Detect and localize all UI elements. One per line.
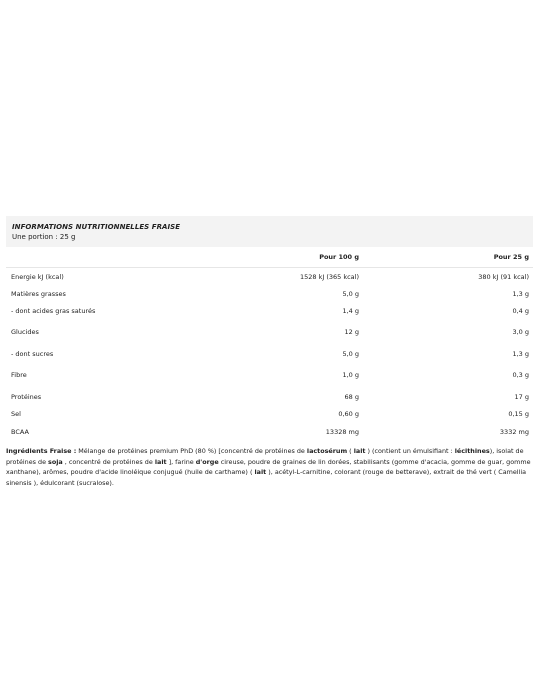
table-row [6, 362, 533, 389]
value-per-25g: 3332 mg [499, 428, 529, 436]
column-header-per-100g: Pour 100 g [206, 247, 362, 268]
table-row [6, 346, 533, 362]
table-row [6, 423, 533, 442]
ingredient-emphasis: Ingrédients Fraise : [6, 447, 77, 455]
value-per-100g: 1,0 g [342, 371, 359, 379]
ingredient-emphasis: lécithines [454, 447, 490, 455]
value-per-100g: 68 g [344, 393, 359, 401]
value-per-100g: 0,60 g [338, 410, 359, 418]
value-per-100g: 5,0 g [342, 290, 359, 298]
value-per-25g: 0,4 g [512, 306, 529, 315]
nutrient-label: Matières grasses [11, 290, 66, 298]
ingredient-segment: ), acétyl-L-carnitine, colorant (rouge de betterave), extrait de thé vert ( Camellia sinensis ), édulcorant (sucralose). [6, 468, 527, 487]
ingredient-segment: ), isolat de protéines de [6, 447, 524, 466]
nutrition-panel [6, 216, 533, 442]
column-header-per-25g: Pour 25 g [362, 247, 533, 268]
ingredient-emphasis: lactosérum [306, 447, 348, 455]
nutrient-label: Glucides [11, 328, 39, 336]
nutrient-label: Energie kJ (kcal) [11, 272, 64, 281]
table-row [6, 286, 533, 303]
nutrient-label: Protéines [11, 393, 42, 401]
ingredient-emphasis: lait [353, 447, 366, 455]
nutrient-label: Sel [11, 410, 21, 418]
ingredient-segment: Mélange de protéines premium PhD (80 %) [concentré de protéines de [76, 447, 307, 455]
value-per-25g: 0,15 g [508, 410, 529, 418]
value-per-100g: 13328 mg [325, 428, 359, 436]
value-per-25g: 380 kJ (91 kcal) [478, 272, 529, 281]
value-per-100g: 5,0 g [342, 349, 359, 358]
ingredient-segment: cireuse, poudre de graines de lin dorées, stabilisants (gomme d'acacia, gomme de guar, gomme xanthane), arômes, poudre d'acide linoléique conjugué (huile de carthame) ( [6, 457, 531, 476]
nutrient-label: - dont acides gras saturés [11, 306, 96, 315]
value-per-25g: 1,3 g [512, 290, 529, 298]
ingredient-segment: ( [347, 447, 354, 455]
column-header-label [6, 247, 206, 268]
table-header-row [6, 247, 533, 268]
nutrient-label: BCAA [11, 428, 29, 436]
ingredient-segment: ) (contient un émulsifiant : [365, 447, 455, 455]
ingredient-emphasis: soja [48, 457, 63, 466]
serving-size: Une portion : 25 g [12, 233, 76, 241]
nutrient-label: Fibre [11, 371, 27, 379]
table-row [6, 389, 533, 406]
nutrition-table [6, 247, 533, 442]
value-per-100g: 1528 kJ (365 kcal) [299, 272, 359, 281]
table-row [6, 319, 533, 346]
ingredients-text [6, 446, 532, 488]
nutrition-table-body [6, 268, 533, 442]
nutrient-label: - dont sucres [11, 349, 54, 358]
table-row [6, 406, 533, 423]
value-per-100g: 1,4 g [342, 306, 359, 315]
table-row [6, 268, 533, 286]
ingredient-segment: ], farine [166, 457, 196, 466]
value-per-25g: 0,3 g [512, 371, 529, 379]
ingredient-segment: , concentré de protéines de [62, 457, 155, 466]
table-row [6, 303, 533, 319]
ingredient-emphasis: lait [254, 468, 267, 476]
value-per-25g: 1,3 g [512, 349, 529, 358]
panel-header [6, 216, 533, 247]
value-per-100g: 12 g [344, 328, 359, 336]
value-per-25g: 17 g [514, 393, 529, 401]
ingredient-emphasis: lait [154, 457, 167, 466]
ingredient-emphasis: d'orge [195, 457, 219, 466]
value-per-25g: 3,0 g [512, 328, 529, 336]
panel-title: INFORMATIONS NUTRITIONNELLES FRAISE [12, 223, 181, 231]
